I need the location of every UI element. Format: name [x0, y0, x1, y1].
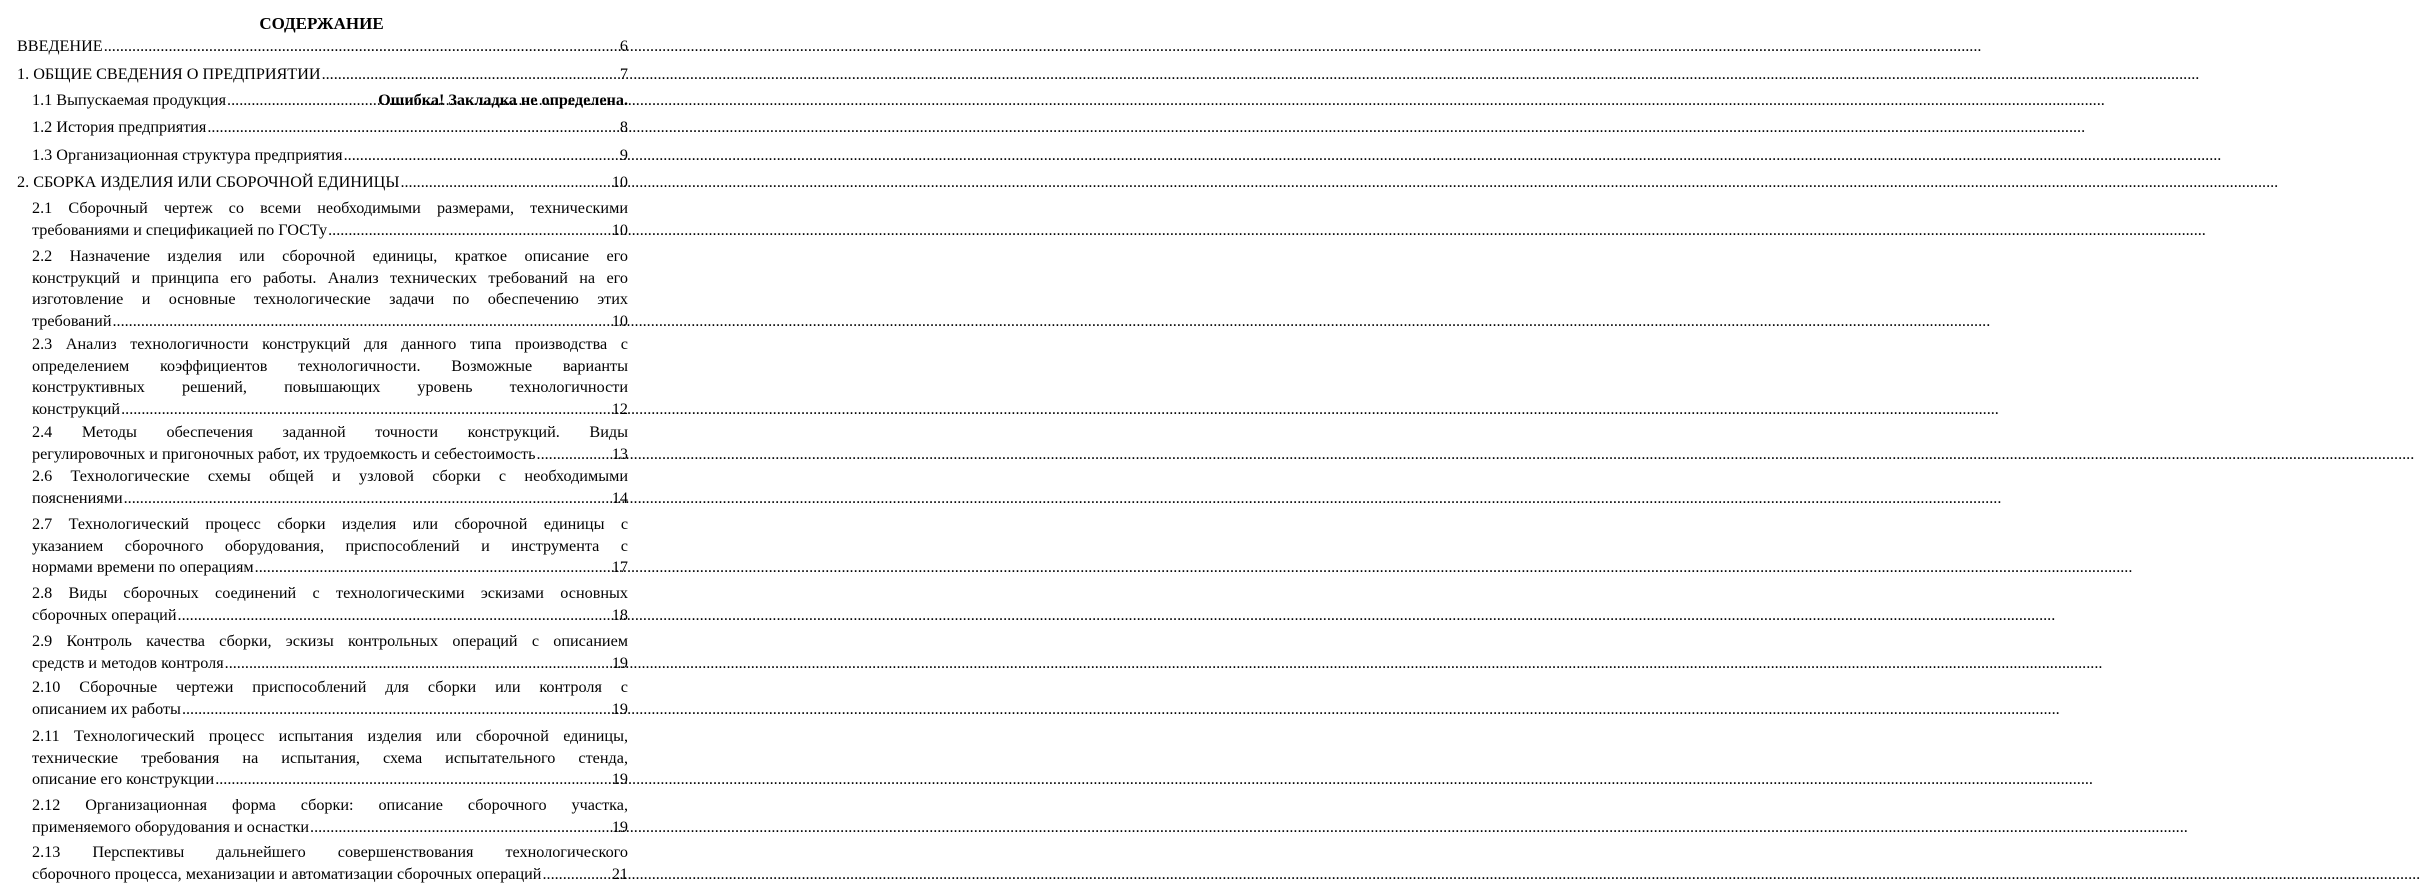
toc-entry[interactable]: [32, 90, 628, 112]
toc-entry-text: нормами времени по операциям: [32, 558, 254, 576]
toc-entry-last-line: [32, 444, 628, 466]
dot-leader: [227, 90, 377, 112]
toc-entry-line: технические требования на испытания, схема испытательного стенда,: [32, 748, 628, 767]
dot-leader: [121, 399, 611, 421]
dot-leader: [124, 488, 611, 510]
toc-entry-text: 2. СБОРКА ИЗДЕЛИЯ ИЛИ СБОРОЧНОЙ ЕДИНИЦЫ: [17, 173, 400, 191]
page-number: 18: [611, 605, 628, 624]
toc-entry-text: пояснениями: [32, 488, 123, 507]
toc-entry-line: конструкций и принципа его работы. Анализ технических требований на его: [32, 268, 628, 287]
page-number: 17: [611, 558, 628, 576]
toc-entry-line: изготовление и основные технологические задачи по обеспечению этих: [32, 290, 628, 308]
toc-entry[interactable]: [32, 466, 628, 509]
toc-entry[interactable]: [32, 514, 628, 579]
toc-entry-text: конструкций: [32, 399, 121, 418]
toc-entry-line: 2.3 Анализ технологичности конструкций для данного типа производства с: [32, 335, 628, 353]
toc-entry-text: сборочного процесса, механизации и автоматизации сборочных операций: [32, 864, 542, 883]
toc-entry-line: 2.2 Назначение изделия или сборочной единицы, краткое описание его: [32, 247, 628, 265]
dot-leader: [542, 864, 610, 886]
dot-leader: [215, 769, 611, 791]
page-number: 6: [619, 37, 628, 55]
toc-entry-text: требованиями и спецификацией по ГОСТу: [32, 220, 328, 239]
toc-entry-text: сборочных операций: [32, 605, 177, 624]
toc-entry-text: применяемого оборудования и оснастки: [32, 817, 310, 836]
toc-entry-last-line: [32, 817, 628, 839]
dot-leader: [322, 64, 619, 86]
toc-entry-line: 2.10 Сборочные чертежи приспособлений для сборки или контроля с: [32, 678, 628, 696]
toc-entry-line: 2.4 Методы обеспечения заданной точности конструкций. Виды: [32, 423, 628, 441]
toc-entry[interactable]: [32, 583, 628, 626]
toc-entry[interactable]: [32, 795, 628, 838]
dot-leader: [225, 653, 611, 675]
toc-entry-last-line: [32, 699, 628, 721]
page-number: 10: [611, 220, 628, 239]
toc-entry-last-line: [17, 64, 628, 86]
toc-entry-line: 2.9 Контроль качества сборки, эскизы контрольных операций с описанием: [32, 632, 628, 650]
dot-leader: [344, 145, 619, 167]
toc-entry-last-line: [32, 864, 628, 886]
toc-entry-text: 1. ОБЩИЕ СВЕДЕНИЯ О ПРЕДПРИЯТИИ: [17, 65, 321, 83]
toc-entry[interactable]: [32, 677, 628, 720]
toc-page: [0, 0, 655, 889]
toc-entry-line: 2.13 Перспективы дальнейшего совершенствования технологического: [32, 843, 628, 861]
toc-entry[interactable]: [32, 726, 628, 791]
toc-entry[interactable]: [17, 172, 628, 194]
toc-entry-last-line: [17, 36, 628, 58]
toc-entry[interactable]: [32, 842, 628, 885]
page-number: 10: [611, 311, 628, 330]
toc-entry-text: описание его конструкции: [32, 770, 215, 788]
page-number: 8: [619, 118, 628, 136]
page-number: 14: [611, 488, 628, 507]
page-number: 12: [611, 399, 628, 418]
dot-leader: [104, 36, 619, 58]
dot-leader: [537, 444, 611, 466]
toc-entry-text: 1.3 Организационная структура предприятия: [32, 146, 343, 164]
toc-entry-last-line: [32, 145, 628, 167]
toc-entry-text: описанием их работы: [32, 699, 181, 718]
toc-entry-text: требований: [32, 311, 112, 330]
dot-leader: [207, 117, 619, 139]
toc-entry-line: 2.11 Технологический процесс испытания изделия или сборочной единицы,: [32, 727, 628, 745]
dot-leader: [310, 817, 611, 839]
toc-entry-text: 1.1 Выпускаемая продукция: [32, 91, 227, 109]
toc-entry-last-line: [32, 653, 628, 675]
toc-entry[interactable]: [17, 36, 628, 58]
bookmark-error-text: Ошибка! Закладка не определена.: [378, 91, 628, 109]
toc-entry-line: конструктивных решений, повышающих уровень технологичности: [32, 378, 628, 396]
toc-entry[interactable]: [32, 145, 628, 167]
toc-entry-line: указанием сборочного оборудования, приспособлений и инструмента с: [32, 536, 628, 555]
toc-entry-last-line: [17, 172, 628, 194]
dot-leader: [328, 220, 611, 242]
dot-leader: [112, 311, 610, 333]
page-number: 19: [611, 817, 628, 836]
dot-leader: [400, 172, 610, 194]
toc-entry-line: 2.1 Сборочный чертеж со всеми необходимыми размерами, техническими: [32, 199, 628, 217]
toc-title: СОДЕРЖАНИЕ: [259, 14, 384, 33]
toc-entry[interactable]: [32, 422, 628, 465]
toc-entry[interactable]: [32, 334, 628, 420]
page-number: 7: [619, 65, 628, 83]
toc-entry-last-line: [32, 90, 628, 112]
page-number: 19: [611, 699, 628, 718]
dot-leader: [178, 605, 611, 627]
toc-entry-line: 2.7 Технологический процесс сборки изделия или сборочной единицы с: [32, 515, 628, 533]
toc-entry-line: 2.8 Виды сборочных соединений с технологическими эскизами основных: [32, 584, 628, 602]
toc-entry-last-line: [32, 769, 628, 791]
toc-entry-line: определением коэффициентов технологичности. Возможные варианты: [32, 356, 628, 375]
toc-entry-last-line: [32, 117, 628, 139]
toc-entry-last-line: [32, 220, 628, 242]
page-number: 21: [611, 864, 628, 883]
toc-entry-last-line: [32, 399, 628, 421]
toc-entry-line: 2.6 Технологические схемы общей и узловой сборки с необходимыми: [32, 467, 628, 485]
toc-entry-last-line: [32, 605, 628, 627]
toc-entry-line: 2.12 Организационная форма сборки: описание сборочного участка,: [32, 796, 628, 814]
page-number: 13: [611, 444, 628, 463]
toc-entry-last-line: [32, 488, 628, 510]
toc-entry-text: ВВЕДЕНИЕ: [17, 37, 103, 55]
page-number: 9: [619, 146, 628, 164]
toc-entry[interactable]: [32, 117, 628, 139]
toc-entry[interactable]: [32, 246, 628, 332]
toc-entry-text: регулировочных и пригоночных работ, их трудоемкость и себестоимость: [32, 444, 536, 463]
page-number: 19: [611, 770, 628, 788]
dot-leader: [255, 557, 611, 579]
toc-entry-last-line: [32, 557, 628, 579]
dot-leader: [182, 699, 611, 721]
toc-entry[interactable]: [17, 64, 628, 86]
page-number: 19: [611, 653, 628, 672]
toc-entry-text: средств и методов контроля: [32, 653, 224, 672]
toc-entry-text: 1.2 История предприятия: [32, 118, 207, 136]
toc-entry-last-line: [32, 311, 628, 333]
page-number: 10: [611, 173, 628, 191]
toc-entry[interactable]: [32, 198, 628, 241]
toc-entry[interactable]: [32, 631, 628, 674]
